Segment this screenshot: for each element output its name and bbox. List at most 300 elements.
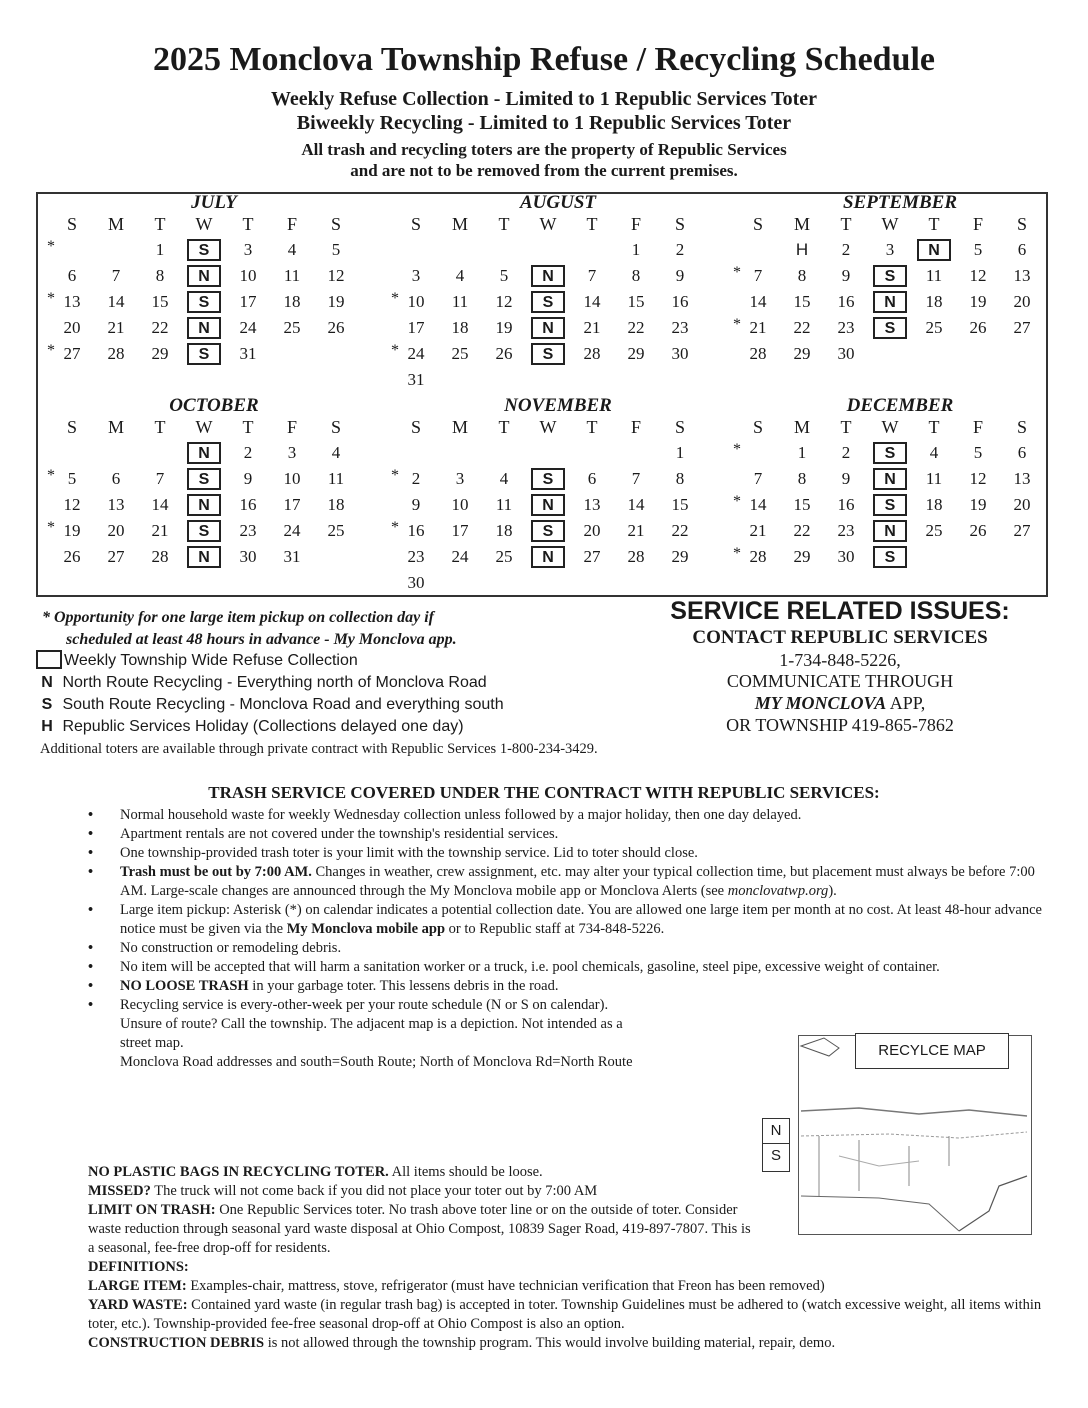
calendar-day: 4 — [455, 266, 465, 285]
calendar-day: 21 — [749, 521, 767, 540]
month-name: AUGUST — [519, 192, 596, 213]
calendar-day: 8 — [155, 266, 165, 285]
calendar-day: 14 — [627, 495, 645, 514]
calendar-day: 18 — [495, 521, 513, 540]
calendar-day: 7 — [753, 266, 763, 285]
north-route-day: N — [187, 317, 221, 339]
calendar-day: 22 — [793, 521, 811, 540]
large-item-marker: * — [391, 342, 399, 359]
calendar-day: 13 — [1013, 469, 1031, 488]
def-large-item-bold: LARGE ITEM: — [88, 1278, 187, 1294]
calendar-day: 9 — [675, 266, 685, 285]
rule-construction: • No construction or remodeling debris. — [88, 939, 1043, 958]
south-route-day: S — [187, 343, 221, 365]
calendar-day: 13 — [63, 292, 81, 311]
calendar-day: 20 — [583, 521, 601, 540]
rule-large-item-end: or to Republic staff at 734-848-5226. — [445, 921, 665, 937]
day-header: T — [154, 417, 166, 437]
day-header: M — [793, 417, 810, 437]
calendar-day: 1 — [675, 443, 685, 462]
calendar-day: 29 — [671, 547, 689, 566]
calendar-day: 20 — [63, 318, 81, 337]
day-header: M — [451, 417, 468, 437]
calendar-day: 22 — [671, 521, 689, 540]
legend-south-text: South Route Recycling - Monclova Road and everything south — [62, 696, 504, 713]
calendar-day: 11 — [925, 469, 943, 488]
calendar-day: 11 — [495, 495, 513, 514]
calendar-november — [388, 395, 728, 595]
day-header: W — [195, 417, 213, 437]
day-header: W — [195, 214, 213, 234]
legend-north-text: North Route Recycling - Everything north of Monclova Road — [62, 674, 487, 691]
calendar-day: 23 — [671, 318, 689, 337]
calendar-day: 17 — [239, 292, 257, 311]
north-route-day: N — [187, 442, 221, 464]
calendar-day: 29 — [151, 344, 169, 363]
calendar-day: 18 — [925, 495, 943, 514]
south-route-day: S — [873, 494, 907, 516]
calendar-day: 9 — [841, 469, 851, 488]
day-header: T — [242, 214, 254, 234]
definitions-title: DEFINITIONS: — [88, 1259, 189, 1275]
south-route-day: S — [873, 317, 907, 339]
rule-time — [88, 863, 1043, 901]
service-communicate: COMMUNICATE THROUGH — [726, 671, 954, 691]
legend — [36, 650, 626, 738]
day-header: T — [840, 417, 852, 437]
calendar-day: 5 — [67, 469, 77, 488]
day-header: S — [410, 214, 421, 234]
day-header: W — [881, 417, 899, 437]
day-header: S — [66, 417, 77, 437]
legend-holiday-text: Republic Services Holiday (Collections delayed one day) — [62, 718, 464, 735]
day-header: W — [881, 214, 899, 234]
calendar-day: 26 — [969, 318, 987, 337]
calendar-day: 27 — [1013, 318, 1031, 337]
subtitle-property: All trash and recycling toters are the property of Republic Services — [301, 140, 787, 159]
north-route-day: N — [531, 546, 565, 568]
calendar-day: 8 — [797, 266, 807, 285]
def-construction — [88, 1334, 1048, 1353]
legend-weekly-text: Weekly Township Wide Refuse Collection — [64, 652, 358, 669]
calendar-day: 4 — [331, 443, 341, 462]
calendar-day: 28 — [583, 344, 601, 363]
day-header: F — [286, 214, 297, 234]
calendar-day: 6 — [587, 469, 597, 488]
calendar-day: 16 — [671, 292, 689, 311]
calendar-day: 18 — [283, 292, 301, 311]
day-header: F — [972, 417, 983, 437]
day-header: S — [410, 417, 421, 437]
calendar-day: 26 — [327, 318, 345, 337]
rule-recycling-line3: street map. — [120, 1035, 184, 1051]
calendar-day: 4 — [499, 469, 509, 488]
calendar-day: 14 — [583, 292, 601, 311]
calendar-day: 1 — [631, 240, 641, 259]
calendar-day: 3 — [243, 240, 253, 259]
calendar-day: 7 — [753, 469, 763, 488]
calendar-december — [730, 395, 1070, 595]
calendar-day: 21 — [107, 318, 125, 337]
calendar-day: 7 — [631, 469, 641, 488]
service-app-suffix: APP, — [886, 693, 926, 713]
calendar-day: 16 — [239, 495, 257, 514]
rule-loose-trash-text: in your garbage toter. This lessens debris in the road. — [248, 978, 559, 994]
calendar-day: 26 — [63, 547, 81, 566]
calendar-day: 3 — [455, 469, 465, 488]
calendar-day: 9 — [411, 495, 421, 514]
calendar-day: 11 — [327, 469, 345, 488]
day-header: T — [498, 214, 510, 234]
calendar-day: 25 — [925, 521, 943, 540]
calendar-day: 22 — [627, 318, 645, 337]
additional-toters: Additional toters are available through private contract with Republic Services 1-800-234-3429. — [40, 741, 598, 757]
calendar-day: 19 — [495, 318, 513, 337]
calendar-day: 15 — [793, 292, 811, 311]
rule-time-end: ). — [828, 883, 837, 899]
day-header: W — [539, 214, 557, 234]
calendar-day: 26 — [495, 344, 513, 363]
calendar-day: 2 — [411, 469, 421, 488]
large-item-marker: * — [47, 342, 55, 359]
north-route-day: N — [873, 468, 907, 490]
calendar-august — [388, 192, 728, 392]
day-header: T — [498, 417, 510, 437]
calendar-day: 16 — [407, 521, 425, 540]
calendar-day: 21 — [627, 521, 645, 540]
calendar-day: 25 — [327, 521, 345, 540]
note-missed-bold: MISSED? — [88, 1183, 151, 1199]
large-item-note — [42, 607, 622, 651]
calendar-day: 13 — [107, 495, 125, 514]
def-yard-waste-text: Contained yard waste (in regular trash bag) is accepted in toter. Township Guidelines must be adhered to (watch excessive weight, all items within toter, etc.). Township-provided fee-free seasonal drop-off at Ohio Compost is also an option. — [88, 1297, 1042, 1332]
day-header: S — [330, 214, 341, 234]
rule-time-site: monclovatwp.org — [727, 883, 829, 899]
day-header: S — [674, 214, 685, 234]
calendar-day: 13 — [583, 495, 601, 514]
calendar-day: 30 — [837, 547, 855, 566]
calendar-day: 4 — [929, 443, 939, 462]
north-route-day: N — [187, 546, 221, 568]
rule-time-bold: Trash must be out by 7:00 AM. — [120, 864, 312, 880]
north-route-day: N — [531, 265, 565, 287]
calendar-day: 15 — [151, 292, 169, 311]
day-header: S — [1016, 417, 1027, 437]
large-item-marker: * — [391, 290, 399, 307]
south-route-day: S — [531, 291, 565, 313]
calendar-day: 15 — [671, 495, 689, 514]
calendar-day: 11 — [925, 266, 943, 285]
day-header: S — [752, 417, 763, 437]
subtitle-refuse: Weekly Refuse Collection - Limited to 1 Republic Services Toter — [270, 88, 818, 110]
north-route-day: N — [187, 494, 221, 516]
large-item-marker: * — [47, 467, 55, 484]
calendar-day: 7 — [111, 266, 121, 285]
day-header: S — [330, 417, 341, 437]
rule-loose-trash — [88, 977, 1043, 996]
calendar-day: 14 — [151, 495, 169, 514]
calendar-day: 11 — [451, 292, 469, 311]
calendar-day: 5 — [499, 266, 509, 285]
day-header: S — [1016, 214, 1027, 234]
day-header: T — [586, 417, 598, 437]
north-icon: N — [41, 674, 53, 691]
calendar-day: 14 — [749, 292, 767, 311]
rule-recycling-line2: Unsure of route? Call the township. The adjacent map is a depiction. Not intended as a — [120, 1016, 623, 1032]
calendar-day: 25 — [925, 318, 943, 337]
calendar-day: 24 — [239, 318, 257, 337]
calendar-day: 21 — [151, 521, 169, 540]
day-header: M — [451, 214, 468, 234]
calendar-day: 4 — [287, 240, 297, 259]
day-header: T — [840, 214, 852, 234]
note-plastic-bags-bold: NO PLASTIC BAGS IN RECYCLING TOTER. — [88, 1164, 389, 1180]
calendar-day: 28 — [627, 547, 645, 566]
large-item-marker: * — [391, 467, 399, 484]
calendar-day: 2 — [675, 240, 685, 259]
calendar-day: 21 — [749, 318, 767, 337]
south-route-day: S — [873, 442, 907, 464]
calendar-day: 16 — [837, 495, 855, 514]
calendar-day: 27 — [63, 344, 81, 363]
calendar-day: 14 — [107, 292, 125, 311]
day-header: T — [586, 214, 598, 234]
calendar-day: 14 — [749, 495, 767, 514]
rule-one-toter: • One township-provided trash toter is your limit with the township service. Lid to toter should close. — [88, 844, 1043, 863]
calendar-day: 28 — [151, 547, 169, 566]
calendar-day: 20 — [1013, 495, 1031, 514]
calendar-day: 28 — [107, 344, 125, 363]
calendar-day: 22 — [151, 318, 169, 337]
calendar-day: 8 — [631, 266, 641, 285]
def-yard-waste — [88, 1296, 1048, 1334]
def-large-item — [88, 1277, 1048, 1296]
day-header: F — [630, 417, 641, 437]
trash-section-title: TRASH SERVICE COVERED UNDER THE CONTRACT WITH REPUBLIC SERVICES: — [208, 783, 880, 802]
calendar-day: 31 — [239, 344, 257, 363]
map-south-label: S — [770, 1147, 781, 1164]
calendar-day: 5 — [973, 240, 983, 259]
day-header: T — [242, 417, 254, 437]
service-phone: 1-734-848-5226, — [779, 650, 901, 670]
south-route-day: S — [531, 520, 565, 542]
calendar-september — [730, 192, 1070, 392]
calendar-day: 25 — [495, 547, 513, 566]
calendar-day: 29 — [627, 344, 645, 363]
calendar-day: 19 — [327, 292, 345, 311]
calendar-day: 23 — [837, 521, 855, 540]
note-plastic-bags-text: All items should be loose. — [388, 1164, 543, 1180]
north-route-day: N — [187, 265, 221, 287]
calendar-day: 12 — [969, 266, 987, 285]
calendar-day: 5 — [331, 240, 341, 259]
calendar-day: 3 — [411, 266, 421, 285]
map-north-label: N — [763, 1119, 789, 1144]
calendar-day: 30 — [407, 573, 425, 592]
service-township: OR TOWNSHIP 419-865-7862 — [726, 715, 954, 735]
north-route-day: N — [531, 317, 565, 339]
calendar-day: 23 — [407, 547, 425, 566]
calendar-day: 10 — [283, 469, 301, 488]
north-route-day: N — [873, 520, 907, 542]
holiday-icon: H — [41, 718, 53, 735]
calendar-day: 10 — [451, 495, 469, 514]
calendar-day: 2 — [841, 443, 851, 462]
calendar-day: 26 — [969, 521, 987, 540]
north-route-day: N — [531, 494, 565, 516]
rule-household: • Normal household waste for weekly Wednesday collection unless followed by a major holiday, then one day delayed. — [88, 806, 1043, 825]
calendar-day: 6 — [67, 266, 77, 285]
south-icon: S — [41, 696, 53, 713]
map-label: RECYLCE MAP — [855, 1033, 1009, 1069]
large-item-note-line1: * Opportunity for one large item pickup on collection day if — [42, 609, 434, 626]
calendar-day: 31 — [283, 547, 301, 566]
rule-large-item-text: Large item pickup: Asterisk (*) on calendar indicates a potential collection date. You are allowed one large item per month at no cost. At least 48-hour advance notice must be given via the — [120, 902, 1042, 937]
day-header: S — [674, 417, 685, 437]
note-limit-bold: LIMIT ON TRASH: — [88, 1202, 216, 1218]
calendar-day: 12 — [495, 292, 513, 311]
calendar-day: 25 — [283, 318, 301, 337]
day-header: S — [752, 214, 763, 234]
calendar-october — [44, 395, 384, 595]
calendar-day: 24 — [283, 521, 301, 540]
rule-large-item-bold: My Monclova mobile app — [286, 921, 446, 937]
large-item-marker: * — [733, 545, 741, 562]
day-header: T — [928, 214, 940, 234]
calendar-day: 3 — [287, 443, 297, 462]
month-name: DECEMBER — [846, 395, 954, 416]
legend-south — [36, 694, 626, 716]
calendar-day: 27 — [583, 547, 601, 566]
day-header: S — [66, 214, 77, 234]
north-route-day: N — [873, 291, 907, 313]
calendar-day: 9 — [841, 266, 851, 285]
calendar-day: 25 — [451, 344, 469, 363]
calendar-day: 23 — [837, 318, 855, 337]
subtitle-recycling: Biweekly Recycling - Limited to 1 Republic Services Toter — [296, 112, 792, 134]
def-yard-waste-bold: YARD WASTE: — [88, 1297, 188, 1313]
service-title: SERVICE RELATED ISSUES: — [670, 597, 1010, 625]
calendar-day: 1 — [155, 240, 165, 259]
calendar-day: 24 — [451, 547, 469, 566]
day-header: M — [793, 214, 810, 234]
day-header: F — [972, 214, 983, 234]
calendar-day: 20 — [1013, 292, 1031, 311]
calendar-day: 6 — [111, 469, 121, 488]
calendar-day: 17 — [283, 495, 301, 514]
page-title: 2025 Monclova Township Refuse / Recycling Schedule — [152, 41, 936, 78]
calendar-day: 12 — [63, 495, 81, 514]
def-construction-text: is not allowed through the township program. This would involve building material, repair, demo. — [264, 1335, 836, 1351]
calendar-day: 28 — [749, 344, 767, 363]
calendar-day: 29 — [793, 344, 811, 363]
box-icon — [36, 650, 62, 669]
day-header: T — [928, 417, 940, 437]
calendar-day: 30 — [671, 344, 689, 363]
calendar-day: 29 — [793, 547, 811, 566]
rule-loose-trash-bold: NO LOOSE TRASH — [120, 978, 249, 994]
note-missed — [88, 1182, 1048, 1201]
calendar-day: 6 — [1017, 240, 1027, 259]
large-item-marker: * — [391, 519, 399, 536]
day-header: M — [107, 417, 124, 437]
calendar-day: 31 — [407, 370, 425, 389]
calendar-day: 30 — [837, 344, 855, 363]
calendar-day: 11 — [283, 266, 301, 285]
large-item-marker: * — [47, 519, 55, 536]
large-item-marker: * — [733, 316, 741, 333]
rule-apartments: • Apartment rentals are not covered under the township's residential services. — [88, 825, 1043, 844]
south-route-day: S — [187, 291, 221, 313]
north-route-day: N — [917, 239, 951, 261]
calendar-day: 8 — [675, 469, 685, 488]
calendar-day: 23 — [239, 521, 257, 540]
legend-weekly — [36, 650, 626, 672]
calendar-day: 8 — [797, 469, 807, 488]
day-header: F — [630, 214, 641, 234]
south-route-day: S — [187, 520, 221, 542]
note-missed-text: The truck will not come back if you did not place your toter out by 7:00 AM — [150, 1183, 598, 1199]
calendar-day: 17 — [451, 521, 469, 540]
calendar-day: 24 — [407, 344, 425, 363]
calendar-day: 19 — [969, 495, 987, 514]
south-route-day: S — [187, 468, 221, 490]
service-app-name: MY MONCLOVA — [754, 693, 887, 713]
day-header: M — [107, 214, 124, 234]
large-item-marker: * — [733, 441, 741, 458]
calendar-day: 10 — [239, 266, 257, 285]
calendar-day: 30 — [239, 547, 257, 566]
calendar-day: 7 — [587, 266, 597, 285]
holiday-day: H — [795, 240, 809, 259]
calendar-day: 18 — [451, 318, 469, 337]
south-route-day: S — [531, 343, 565, 365]
calendar-day: 13 — [1013, 266, 1031, 285]
calendar-day: 19 — [63, 521, 81, 540]
calendar-day: 10 — [407, 292, 425, 311]
day-header: W — [539, 417, 557, 437]
month-name: OCTOBER — [169, 395, 259, 416]
note-plastic-bags — [88, 1163, 1048, 1182]
rule-harm: • No item will be accepted that will harm a sanitation worker or a truck, i.e. pool chemicals, gasoline, steel pipe, excessive weight of container. — [88, 958, 1043, 977]
large-item-note-line2: scheduled at least 48 hours in advance - My Monclova app. — [66, 631, 457, 648]
calendar-day: 18 — [925, 292, 943, 311]
legend-holiday — [36, 716, 626, 738]
service-contact: CONTACT REPUBLIC SERVICES — [692, 627, 988, 648]
calendar-day: 2 — [243, 443, 253, 462]
calendar-day: 28 — [749, 547, 767, 566]
calendar-day: 2 — [841, 240, 851, 259]
calendar-day: 1 — [797, 443, 807, 462]
calendar-day: 21 — [583, 318, 601, 337]
subtitle-premises: and are not to be removed from the current premises. — [350, 161, 738, 180]
large-item-marker: * — [47, 290, 55, 307]
calendar-day: 16 — [837, 292, 855, 311]
south-route-day: S — [873, 265, 907, 287]
calendar-july — [44, 192, 384, 392]
bottom-notes — [88, 1163, 1048, 1353]
calendar-day: 12 — [969, 469, 987, 488]
calendar-day: 15 — [793, 495, 811, 514]
calendar-day: 12 — [327, 266, 345, 285]
south-route-day: S — [531, 468, 565, 490]
calendar-day: 5 — [973, 443, 983, 462]
calendar-day: 9 — [243, 469, 253, 488]
calendar-day: 15 — [627, 292, 645, 311]
day-header: F — [286, 417, 297, 437]
def-large-item-text: Examples-chair, mattress, stove, refrigerator (must have technician verification that Freon has been removed) — [186, 1278, 825, 1294]
day-header: T — [154, 214, 166, 234]
